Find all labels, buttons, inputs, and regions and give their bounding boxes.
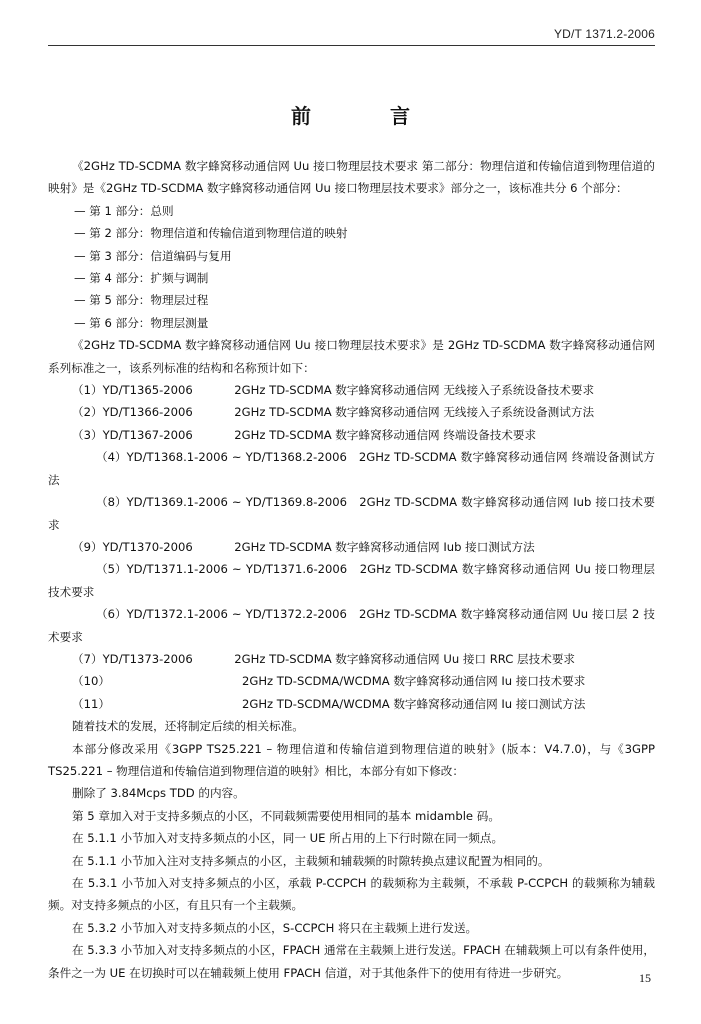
- standard-title: 2GHz TD-SCDMA 数字蜂窝移动通信网 无线接入子系统设备技术要求: [234, 383, 595, 398]
- standard-title: 2GHz TD-SCDMA 数字蜂窝移动通信网 无线接入子系统设备测试方法: [234, 405, 595, 420]
- change-paragraph: 在 5.3.2 小节加入对支持多频点的小区，S-CCPCH 将只在主载频上进行发送。: [72, 920, 478, 935]
- standard-number: （3）: [72, 427, 103, 442]
- standard-code: YD/T1366-2006: [102, 405, 193, 420]
- series-intro-paragraph: 《2GHz TD-SCDMA 数字蜂窝移动通信网 Uu 接口物理层技术要求》是 2GHz TD-SCDMA 数字蜂窝移动通信网系列标准之一，该系列标准的结构和名称预计如下：: [48, 338, 655, 375]
- part-item: — 第 5 部分：物理层过程: [74, 293, 209, 308]
- standard-code: YD/T1367-2006: [102, 427, 193, 442]
- standard-code: YD/T1373-2006: [102, 651, 193, 666]
- standards-list: [48, 379, 655, 715]
- part-item: — 第 3 部分：信道编码与复用: [74, 248, 232, 263]
- standard-item: [48, 446, 655, 491]
- standard-number: （10）: [72, 674, 110, 689]
- change-paragraph: 在 5.1.1 小节加入对支持多频点的小区，同一 UE 所占用的上下行时隙在同一频点。: [72, 831, 504, 846]
- standard-number: （6）: [96, 607, 127, 622]
- change-paragraph: 本部分修改采用《3GPP TS25.221 – 物理信道和传输信道到物理信道的映射》(版本：V4.7.0)，与《3GPP TS25.221 – 物理信道和传输信道到物理信道的映射》相比，本部分有如下修改：: [48, 741, 655, 778]
- standard-code: YD/T1369.1-2006 ~ YD/T1369.8-2006: [126, 495, 347, 510]
- standard-item: [48, 424, 655, 446]
- change-paragraph: 删除了 3.84Mcps TDD 的内容。: [72, 786, 245, 801]
- standard-title: 2GHz TD-SCDMA 数字蜂窝移动通信网 终端设备测试方法: [48, 450, 655, 487]
- change-paragraph: 在 5.3.3 小节加入对支持多频点的小区，FPACH 通常在主载频上进行发送。FPACH 在辅载频上可以有条件使用，条件之一为 UE 在切换时可以在辅载频上使用 FPACH 信道，对于其他条件下的使用有待进一步研究。: [48, 943, 655, 980]
- standard-number: （9）: [72, 539, 103, 554]
- page-number: 15: [639, 971, 651, 985]
- standard-code-header: YD/T 1371.2-2006: [553, 27, 655, 41]
- standard-item: [48, 670, 655, 692]
- standard-item: [48, 491, 655, 536]
- standard-title: 2GHz TD-SCDMA 数字蜂窝移动通信网 Iub 接口测试方法: [234, 539, 535, 554]
- standard-item: [48, 603, 655, 648]
- part-item: — 第 1 部分：总则: [74, 203, 174, 218]
- standard-title: 2GHz TD-SCDMA/WCDMA 数字蜂窝移动通信网 Iu 接口测试方法: [241, 696, 586, 711]
- followup-paragraph: 随着技术的发展，还将制定后续的相关标准。: [72, 719, 304, 734]
- standard-number: （1）: [72, 383, 103, 398]
- standard-code: YD/T1370-2006: [102, 539, 193, 554]
- standard-title: 2GHz TD-SCDMA 数字蜂窝移动通信网 Uu 接口 RRC 层技术要求: [234, 651, 576, 666]
- standard-title: 2GHz TD-SCDMA/WCDMA 数字蜂窝移动通信网 Iu 接口技术要求: [241, 674, 586, 689]
- standard-item: [48, 401, 655, 423]
- standard-number: （7）: [72, 651, 103, 666]
- standard-title: 2GHz TD-SCDMA 数字蜂窝移动通信网 Iub 接口技术要求: [48, 495, 656, 532]
- standard-number: （2）: [72, 405, 103, 420]
- standard-number: （5）: [96, 562, 127, 577]
- standard-title: 2GHz TD-SCDMA 数字蜂窝移动通信网 Uu 接口层 2 技术要求: [48, 607, 655, 644]
- standard-number: （11）: [72, 696, 110, 711]
- header-rule: [48, 45, 655, 46]
- parts-list: [48, 200, 655, 334]
- change-paragraph: 在 5.3.1 小节加入对支持多频点的小区，承载 P-CCPCH 的载频称为主载频，不承载 P-CCPCH 的载频称为辅载频。对支持多频点的小区，有且只有一个主载频。: [48, 876, 655, 913]
- standard-code: YD/T1365-2006: [102, 383, 193, 398]
- standard-item: [48, 558, 655, 603]
- standard-number: （4）: [96, 450, 127, 465]
- standard-item: [48, 379, 655, 401]
- standard-title: 2GHz TD-SCDMA 数字蜂窝移动通信网 Uu 接口物理层技术要求: [48, 562, 655, 599]
- standard-item: [48, 693, 655, 715]
- standard-number: （8）: [96, 495, 127, 510]
- part-item: — 第 6 部分：物理层测量: [74, 315, 209, 330]
- standard-item: [48, 648, 655, 670]
- page-title: 前 言: [291, 104, 446, 128]
- standard-code: YD/T1368.1-2006 ~ YD/T1368.2-2006: [126, 450, 347, 465]
- standard-code: YD/T1372.1-2006 ~ YD/T1372.2-2006: [126, 607, 347, 622]
- intro-paragraph: 《2GHz TD-SCDMA 数字蜂窝移动通信网 Uu 接口物理层技术要求 第二部分：物理信道和传输信道到物理信道的映射》是《2GHz TD-SCDMA 数字蜂窝移动通信网 Uu 接口物理层技术要求》部分之一，该标准共分 6 个部分：: [48, 159, 655, 196]
- part-item: — 第 2 部分：物理信道和传输信道到物理信道的映射: [74, 226, 348, 241]
- standard-title: 2GHz TD-SCDMA 数字蜂窝移动通信网 终端设备技术要求: [234, 427, 537, 442]
- foreword-body: [48, 155, 655, 984]
- change-paragraph: 第 5 章加入对于支持多频点的小区，不同载频需要使用相同的基本 midamble 码。: [72, 808, 500, 823]
- standard-item: [48, 536, 655, 558]
- change-paragraph: 在 5.1.1 小节加入注对支持多频点的小区，主载频和辅载频的时隙转换点建议配置为相同的。: [72, 853, 550, 868]
- standard-code: YD/T1371.1-2006 ~ YD/T1371.6-2006: [126, 562, 348, 577]
- changes-list: [48, 738, 655, 984]
- part-item: — 第 4 部分：扩频与调制: [74, 271, 209, 286]
